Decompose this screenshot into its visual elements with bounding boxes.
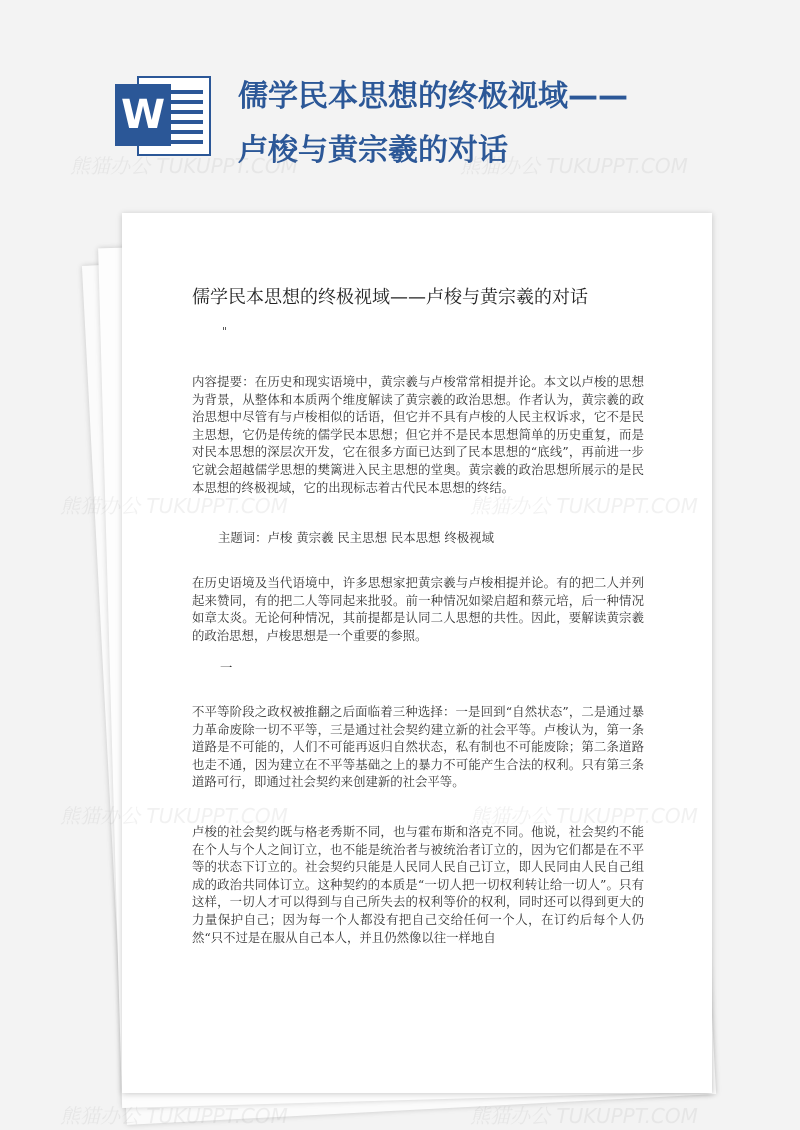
- watermark-text: 熊猫办公 TUKUPPT.COM: [70, 154, 298, 178]
- abstract-paragraph: 内容提要：在历史和现实语境中，黄宗羲与卢梭常常相提并论。本文以卢梭的思想为背景，从整体和本质两个维度解读了黄宗羲的政治思想。作者认为，黄宗羲的政治思想中尽管有与卢梭相似的话语，但它并不具有卢梭的人民主权诉求，它不是民主思想，它仍是传统的儒学民本思想；但它并不是民本思想简单的历史重复，而是对民本思想的深层次开发，它在很多方面已达到了民本思想的“底线”，再前进一步它就会超越儒学思想的樊篱进入民主思想的堂奥。黄宗羲的政治思想所展示的是民本思想的终极视域，它的出现标志着古代民本思想的终结。: [192, 374, 644, 495]
- header-title-line1: 儒学民本思想的终极视域——: [238, 79, 628, 114]
- watermark-text: 熊猫办公 TUKUPPT.COM: [470, 1104, 698, 1128]
- watermark-text: 熊猫办公 TUKUPPT.COM: [60, 804, 288, 828]
- text-line-icon: [169, 100, 203, 104]
- intro-paragraph: 在历史语境及当代语境中，许多思想家把黄宗羲与卢梭相提并论。有的把二人并列起来赞同，有的把二人等同起来批驳。前一种情况如梁启超和蔡元培，后一种情况如章太炎。无论何种情况，其前提都是认同二人思想的共性。因此，要解读黄宗羲的政治思想，卢梭思想是一个重要的参照。: [192, 575, 644, 643]
- header-title-line2: 卢梭与黄宗羲的对话: [238, 133, 508, 168]
- section-number: 一: [220, 660, 233, 675]
- word-document-icon: [107, 68, 217, 160]
- body-paragraph-3: 卢梭的社会契约既与格老秀斯不同，也与霍布斯和洛克不同。他说，社会契约不能在个人与个人之间订立，也不能是统治者与被统治者订立的，因为它们都是在不平等的状态下订立的。社会契约只能是人民同人民自己订立，即人民同由人民自己组成的政治共同体订立。这种契约的本质是“一切人把一切权利转让给一切人”。只有这样，一切人才可以得到与自己所失去的权利等价的权利，同时还可以得到更大的力量保护自己；因为每一个人都没有把自己交给任何一个人，在订约后每个人仍然“只不过是在服从自己本人，并且仍然像以往一样地自: [192, 824, 644, 945]
- text-line-icon: [169, 140, 203, 144]
- watermark-text: 熊猫办公 TUKUPPT.COM: [60, 1104, 288, 1128]
- body-paragraph-2: 不平等阶段之政权被推翻之后面临着三种选择：一是回到“自然状态”，二是通过暴力革命废除一切不平等，三是通过社会契约建立新的社会平等。卢梭认为，第一条道路是不可能的，人们不可能再返归自然状态，私有制也不可能废除；第二条道路也走不通，因为建立在不平等基础之上的暴力不可能产生合法的权利。只有第三条道路可行，即通过社会契约来创建新的社会平等。: [192, 704, 644, 790]
- watermark-text: 熊猫办公 TUKUPPT.COM: [470, 804, 698, 828]
- text-line-icon: [169, 110, 203, 114]
- quote-mark: ": [222, 325, 228, 338]
- text-line-icon: [169, 120, 203, 124]
- document-page: [122, 213, 712, 1093]
- document-title: 儒学民本思想的终极视域——卢梭与黄宗羲的对话: [192, 287, 588, 308]
- watermark-text: 熊猫办公 TUKUPPT.COM: [470, 494, 698, 518]
- word-letter-badge: W: [115, 84, 171, 146]
- text-line-icon: [169, 90, 203, 94]
- keywords-paragraph: 主题词：卢梭 黄宗羲 民主思想 民本思想 终极视域: [218, 530, 494, 545]
- text-line-icon: [169, 130, 203, 134]
- watermark-text: 熊猫办公 TUKUPPT.COM: [460, 154, 688, 178]
- watermark-text: 熊猫办公 TUKUPPT.COM: [60, 494, 288, 518]
